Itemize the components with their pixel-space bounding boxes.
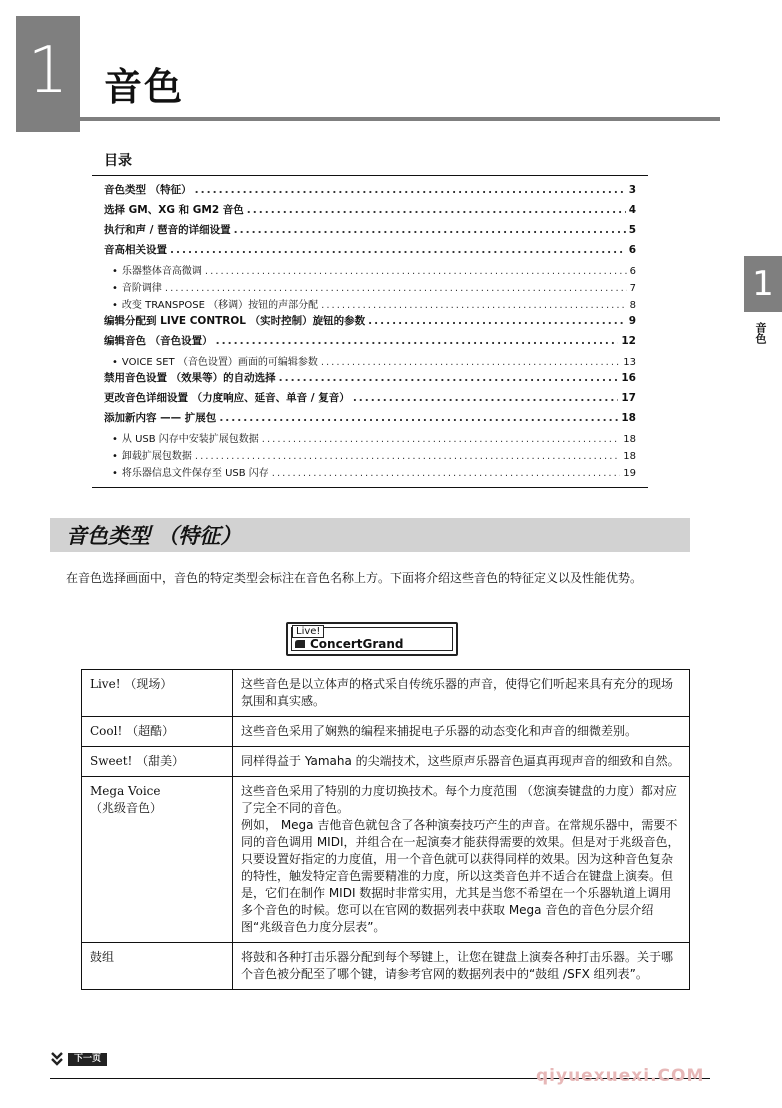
toc-page-number: 18 [623, 434, 636, 445]
side-tab-label: 音色 [754, 322, 767, 344]
toc-dot-leader [321, 300, 626, 311]
table-row [82, 670, 690, 717]
toc-entry-text: 执行和声 / 琶音的详细设置 [104, 224, 231, 236]
toc-page-number: 8 [629, 300, 636, 311]
toc-entry-text: 音色类型 （特征） [104, 184, 192, 196]
bullet-icon: • [112, 283, 118, 294]
toc-entry[interactable] [92, 353, 648, 370]
table-row [82, 943, 690, 990]
toc-page-number: 19 [623, 468, 636, 479]
toc-page-number: 5 [628, 224, 636, 236]
toc-entry-text: 改变 TRANSPOSE （移调）按钮的声部分配 [121, 300, 319, 311]
toc-entry[interactable] [92, 390, 648, 410]
voice-type-name: Sweet! （甜美） [82, 747, 233, 777]
toc-entry-text: VOICE SET （音色设置）画面的可编辑参数 [121, 357, 318, 368]
toc-entry[interactable] [92, 430, 648, 447]
toc-page-number: 16 [621, 372, 636, 384]
toc-dot-leader [219, 412, 618, 424]
toc-dot-leader [216, 335, 619, 347]
toc-dot-leader [353, 392, 619, 404]
toc-page-number: 18 [623, 451, 636, 462]
voice-type-description: 这些音色是以立体声的格式采自传统乐器的声音，使得它们听起来具有充分的现场氛围和真实感。 [233, 670, 690, 717]
toc-dot-leader [205, 266, 627, 277]
title-rule [80, 117, 720, 121]
table-row [82, 717, 690, 747]
toc-entry-text: 音高相关设置 [104, 244, 167, 256]
toc-page-number: 6 [629, 266, 636, 277]
toc-entry[interactable] [92, 296, 648, 313]
voice-type-description: 将鼓和各种打击乐器分配到每个琴键上，让您在键盘上演奏各种打击乐器。关于哪个音色被分配至了哪个键，请参考官网的数据列表中的“鼓组 /SFX 组列表”。 [233, 943, 690, 990]
toc-dot-leader [279, 372, 619, 384]
toc-entry-text: 添加新内容 —— 扩展包 [104, 412, 217, 424]
toc-entry[interactable] [92, 279, 648, 296]
chapter-title: 音色 [104, 65, 185, 109]
bullet-icon: • [112, 451, 118, 462]
bullet-icon: • [112, 468, 118, 479]
bullet-icon: • [112, 266, 118, 277]
bullet-icon: • [112, 357, 118, 368]
toc-page-number: 13 [623, 357, 636, 368]
toc-dot-leader [170, 244, 626, 256]
table-row [82, 747, 690, 777]
bullet-icon: • [112, 434, 118, 445]
toc-dot-leader [165, 283, 627, 294]
section-intro: 在音色选择画面中，音色的特定类型会标注在音色名称上方。下面将介绍这些音色的特征定义以及性能优势。 [66, 571, 643, 585]
voice-display-example [286, 622, 458, 656]
section-header-bar [50, 518, 690, 552]
toc-entry-text: 从 USB 闪存中安装扩展包数据 [121, 434, 259, 445]
bullet-icon: • [112, 300, 118, 311]
toc-page-number: 9 [628, 315, 636, 327]
toc-entry[interactable] [92, 333, 648, 353]
toc-entry[interactable] [92, 313, 648, 333]
next-page-label: 下一页 [68, 1053, 107, 1066]
toc-entry[interactable] [92, 447, 648, 464]
toc-dot-leader [234, 224, 626, 236]
toc-entry-text: 卸载扩展包数据 [121, 451, 192, 462]
toc-page-number: 4 [628, 204, 636, 216]
toc-entry[interactable] [92, 464, 648, 481]
toc-heading: 目录 [92, 150, 648, 176]
toc-entry[interactable] [92, 242, 648, 262]
voice-type-table [81, 669, 690, 990]
section-title: 音色类型 （特征） [66, 524, 242, 548]
voice-type-description: 同样得益于 Yamaha 的尖端技术，这些原声乐器音色逼真再现声音的细致和自然。 [233, 747, 690, 777]
toc-dot-leader [262, 434, 620, 445]
voice-type-name: Mega Voice （兆级音色） [82, 777, 233, 943]
voice-type-name: Live! （现场） [82, 670, 233, 717]
toc-entry[interactable] [92, 370, 648, 390]
toc-dot-leader [272, 468, 620, 479]
voice-type-name: Cool! （超酷） [82, 717, 233, 747]
toc-page-number: 6 [628, 244, 636, 256]
table-of-contents [92, 150, 648, 488]
voice-type-name: 鼓组 [82, 943, 233, 990]
piano-icon [294, 639, 306, 649]
next-page-link[interactable] [50, 1052, 107, 1066]
toc-list [92, 182, 648, 481]
voice-name: ConcertGrand [310, 637, 404, 651]
toc-dot-leader [195, 451, 620, 462]
toc-page-number: 18 [621, 412, 636, 424]
toc-entry-text: 禁用音色设置 （效果等）的自动选择 [104, 372, 276, 384]
table-row [82, 777, 690, 943]
chapter-number-block [16, 16, 80, 132]
voice-type-description: 这些音色采用了娴熟的编程来捕捉电子乐器的动态变化和声音的细微差别。 [233, 717, 690, 747]
toc-dot-leader [247, 204, 626, 216]
toc-entry-text: 选择 GM、XG 和 GM2 音色 [104, 204, 244, 216]
chapter-number: 1 [27, 34, 69, 108]
toc-entry-text: 编辑音色 （音色设置） [104, 335, 213, 347]
toc-entry-text: 将乐器信息文件保存至 USB 闪存 [121, 468, 269, 479]
toc-entry[interactable] [92, 202, 648, 222]
toc-entry-text: 乐器整体音高微调 [121, 266, 202, 277]
toc-dot-leader [368, 315, 626, 327]
toc-entry-text: 音阶调律 [121, 283, 162, 294]
side-chapter-tab[interactable] [744, 256, 782, 312]
toc-page-number: 3 [628, 184, 636, 196]
double-chevron-down-icon [50, 1052, 64, 1066]
toc-entry[interactable] [92, 262, 648, 279]
toc-page-number: 12 [621, 335, 636, 347]
toc-entry[interactable] [92, 410, 648, 430]
toc-dot-leader [321, 357, 620, 368]
voice-type-description: 这些音色采用了特别的力度切换技术。每个力度范围 （您演奏键盘的力度）都对应了完全不同的音色。 例如， Mega 吉他音色就包含了各种演奏技巧产生的声音。在常规乐器中，需要不同的音色调用 MIDI，并组合在一起演奏才能获得需要的效果。但是对于兆级音色，只要设置好指定的力度值，用一个音色就可以获得同样的效果。因为这种音色复杂的特性，触发特定音色需要精准的力度，所以这类音色并不适合在键盘上演奏。但是，它们在制作 MIDI 数据时非常实用，尤其是当您不希望在一个乐器轨道上调用多个音色的时候。您可以在官网的数据列表中获取 Mega 音色的音色分层介绍图“兆级音色力度分层表”。 [233, 777, 690, 943]
toc-page-number: 17 [621, 392, 636, 404]
watermark: qiyuexuexi.COM [536, 1066, 705, 1086]
toc-entry[interactable] [92, 182, 648, 202]
toc-entry-text: 编辑分配到 LIVE CONTROL （实时控制）旋钮的参数 [104, 315, 366, 327]
voice-type-tag: Live! [292, 625, 324, 638]
toc-entry[interactable] [92, 222, 648, 242]
toc-page-number: 7 [629, 283, 636, 294]
side-tab-number: 1 [752, 264, 774, 304]
toc-dot-leader [195, 184, 626, 196]
toc-entry-text: 更改音色详细设置 （力度响应、延音、单音 / 复音） [104, 392, 350, 404]
